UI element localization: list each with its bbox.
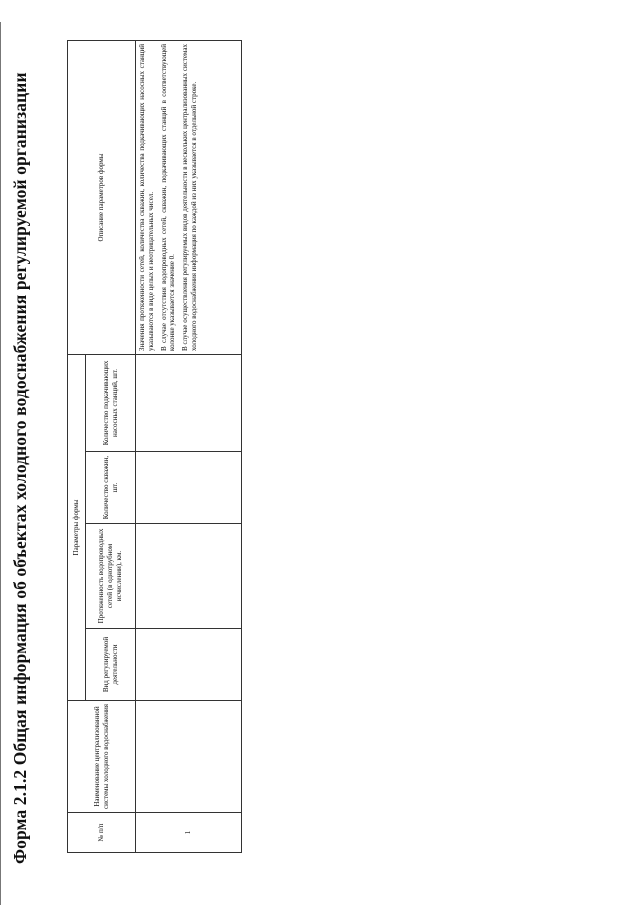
description-paragraph: В случае отсутствия водопроводных сетей, скважин, подкачивающих станций в соответствующей колонке указывается значение 0. xyxy=(159,43,177,351)
header-system-name: Наименование централизованной системы холодного водоснабжения xyxy=(68,701,136,813)
description-paragraph: Значения протяженности сетей, количества скважин, количества подкачивающих насосных станций указываются в виде целых и неотрицательных чисел. xyxy=(138,43,155,351)
header-params-group: Параметры формы xyxy=(68,354,86,700)
description-paragraph: В случае осуществления регулируемых видов деятельности в нескольких централизованных системах холодного водоснабжения информация по каждой из них указывается в отдельной строке. xyxy=(181,43,198,351)
cell-wells-count xyxy=(136,452,242,524)
cell-network-length xyxy=(136,524,242,629)
header-description: Описание параметров формы xyxy=(68,40,136,354)
cell-pump-stations-count xyxy=(136,354,242,451)
row-number: 1 xyxy=(136,813,242,853)
header-network-length: Протяженность водопроводных сетей (в однотрубном исчислении), км. xyxy=(86,524,136,629)
page-edge-line xyxy=(0,22,1,905)
rotated-page xyxy=(4,25,304,880)
cell-activity-type xyxy=(136,629,242,701)
form-title: Форма 2.1.2 Общая информация об объектах холодного водоснабжения регулируемой организации xyxy=(10,72,30,864)
header-num: № п/п xyxy=(68,813,136,853)
cell-description xyxy=(136,40,242,354)
header-pump-stations-count: Количество подкачивающих насосных станций, шт. xyxy=(86,354,136,451)
cell-system-name xyxy=(136,701,242,813)
header-wells-count: Количество скважин, шт. xyxy=(86,452,136,524)
form-table xyxy=(67,40,242,853)
header-activity-type: Вид регулируемой деятельности xyxy=(86,629,136,701)
